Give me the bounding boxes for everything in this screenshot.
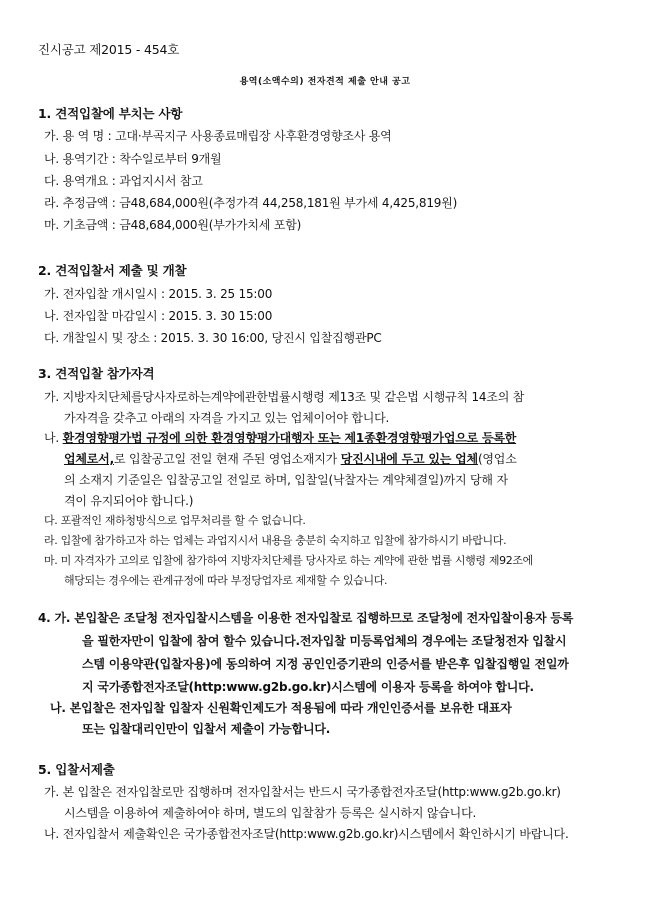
section4-item-na-line2: 또는 입찰대리인만이 입찰서 제출이 가능합니다.	[82, 722, 331, 736]
section4-item-ga-line3: 스템 이용약관(입찰자용)에 동의하여 지정 공인인증기관의 인증서를 받은후 입찰집행일 전일까	[82, 657, 569, 671]
section1-item-estimated-amount: 라. 추정금액 : 금48,684,000원(추정가격 44,258,181원 부가세 4,425,819원)	[44, 196, 458, 210]
section3-item-ma-line1: 마. 미 자격자가 고의로 입찰에 참가하여 지방자치단체를 당사자로 하는 계약에 관한 법률 시행령 제92조에	[44, 554, 533, 567]
section2-item-opening: 다. 개찰일시 및 장소 : 2015. 3. 30 16:00, 당진시 입찰집행관PC	[44, 331, 382, 345]
section3-heading: 3. 견적입찰 참가자격	[38, 366, 155, 381]
section1-item-service-name: 가. 용 역 명 : 고대·부곡지구 사용종료매립장 사후환경영향조사 용역	[44, 129, 392, 143]
section3-item-ga-line2: 가자격을 갖추고 아래의 자격을 가지고 있는 업체이어야 합니다.	[64, 411, 390, 425]
section4-item-ga-line4: 지 국가종합전자조달(http:www.g2b.go.kr)시스템에 이용자 등록을 하여야 합니다.	[82, 680, 534, 694]
section3-item-na-line2: 업체로서,로 입찰공고일 전일 현재 주된 영업소재지가 당진시내에 두고 있는 업체(영업소	[64, 452, 517, 466]
section2-item-start: 가. 전자입찰 개시일시 : 2015. 3. 25 15:00	[44, 287, 273, 301]
section3-item-ra: 라. 입찰에 참가하고자 하는 업체는 과업지시서 내용을 충분히 숙지하고 입찰에 참가하시기 바랍니다.	[44, 534, 507, 547]
section5-heading: 5. 입찰서제출	[38, 762, 115, 777]
section5-item-ga-line1: 가. 본 입찰은 전자입찰로만 집행하며 전자입찰서는 반드시 국가종합전자조달(http:www.g2b.go.kr)	[44, 785, 561, 799]
section5-item-ga-line2: 시스템을 이용하여 제출하여야 하며, 별도의 입찰참가 등록은 실시하지 않습니다.	[64, 806, 477, 820]
section1-heading: 1. 견적입찰에 부치는 사항	[38, 106, 183, 121]
section1-item-period: 나. 용역기간 : 착수일로부터 9개월	[44, 152, 222, 166]
section2-item-deadline: 나. 전자입찰 마감일시 : 2015. 3. 30 15:00	[44, 309, 273, 323]
section3-item-na-line3: 의 소재지 기준일은 입찰공고일 전일로 하며, 입찰일(낙찰자는 계약체결일)까지 당해 자	[64, 473, 508, 487]
section4-item-ga-line1: 4. 가. 본입찰은 조달청 전자입찰시스템을 이용한 전자입찰로 집행하므로 조달청에 전자입찰이용자 등록	[38, 611, 574, 625]
section4-item-na-line1: 나. 본입찰은 전자입찰 입찰자 신원확인제도가 적용됨에 따라 개인인증서를 보유한 대표자	[50, 701, 512, 715]
section3-item-da: 다. 포괄적인 재하청방식으로 업무처리를 할 수 없습니다.	[44, 514, 306, 527]
section5-item-na: 나. 전자입찰서 제출확인은 국가종합전자조달(http:www.g2b.go.kr)시스템에서 확인하시기 바랍니다.	[44, 827, 569, 841]
section3-item-na-line4: 격이 유지되어야 합니다.)	[64, 494, 194, 508]
section4-item-ga-line2: 을 필한자만이 입찰에 참여 할수 있습니다.전자입찰 미등록업체의 경우에는 조달청전자 입찰시	[82, 634, 567, 648]
page-title: 용역(소액수의) 전자견적 제출 안내 공고	[239, 77, 411, 87]
section1-item-base-amount: 마. 기초금액 : 금48,684,000원(부가가치세 포함)	[44, 218, 302, 232]
section3-item-ma-line2: 해당되는 경우에는 관계규정에 따라 부정당업자로 제재할 수 있습니다.	[64, 574, 388, 587]
section1-item-overview: 다. 용역개요 : 과업지시서 참고	[44, 174, 203, 188]
section2-heading: 2. 견적입찰서 제출 및 개찰	[38, 263, 187, 278]
section3-item-na-line1: 나. 환경영향평가법 규정에 의한 환경영향평가대행자 또는 제1종환경영향평가업으로 등록한	[44, 431, 517, 445]
section3-na-emphasis: 환경영향평가법 규정에 의한 환경영향평가대행자 또는 제1종환경영향평가업으로 등록한	[62, 431, 517, 445]
section3-item-ga-line1: 가. 지방자치단체를당사자로하는계약에관한법률시행령 제13조 및 같은법 시행규칙 14조의 참	[44, 390, 525, 404]
notice-number: 진시공고 제2015 - 454호	[38, 42, 180, 57]
